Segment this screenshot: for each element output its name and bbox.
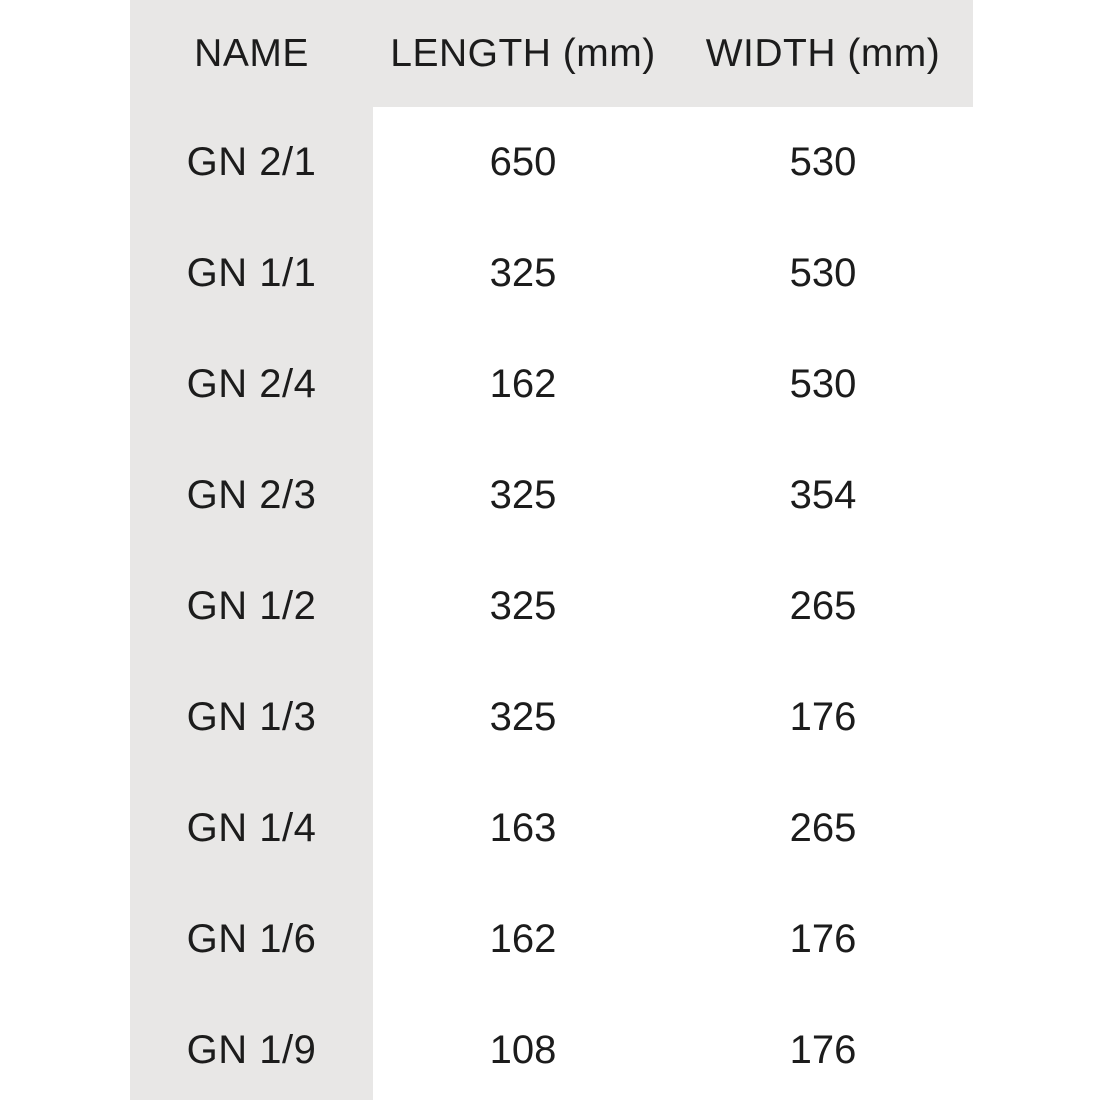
table-header — [130, 0, 973, 107]
table-row — [130, 440, 973, 551]
cell-width: 530 — [789, 362, 857, 406]
table-row — [130, 551, 973, 662]
cell-width: 530 — [789, 251, 857, 295]
table-row — [130, 773, 973, 884]
cell-length: 163 — [489, 806, 557, 850]
cell-length: 162 — [489, 362, 557, 406]
cell-name: GN 2/4 — [186, 362, 317, 406]
table-row — [130, 329, 973, 440]
cell-length: 325 — [489, 695, 557, 739]
cell-length: 325 — [489, 584, 557, 628]
cell-width: 265 — [789, 806, 857, 850]
cell-width: 354 — [789, 473, 857, 517]
cell-length: 162 — [489, 917, 557, 961]
column-header-length: LENGTH (mm) — [390, 31, 656, 75]
cell-length: 325 — [489, 251, 557, 295]
table-row — [130, 662, 973, 773]
cell-name: GN 2/1 — [186, 140, 317, 184]
cell-name: GN 1/4 — [186, 806, 317, 850]
cell-name: GN 1/1 — [186, 251, 317, 295]
gastronorm-size-table — [130, 0, 973, 1106]
cell-name: GN 1/6 — [186, 917, 317, 961]
cell-length: 650 — [489, 140, 557, 184]
cell-width: 530 — [789, 140, 857, 184]
cell-name: GN 1/3 — [186, 695, 317, 739]
table-row — [130, 107, 973, 218]
cell-width: 176 — [789, 1028, 857, 1072]
cell-name: GN 1/9 — [186, 1028, 317, 1072]
table-body — [130, 107, 973, 1106]
table-header-row — [130, 0, 973, 107]
cell-width: 176 — [789, 917, 857, 961]
column-header-width: WIDTH (mm) — [705, 31, 941, 75]
cell-name: GN 2/3 — [186, 473, 317, 517]
cell-length: 108 — [489, 1028, 557, 1072]
cell-length: 325 — [489, 473, 557, 517]
cell-width: 176 — [789, 695, 857, 739]
column-header-name: NAME — [194, 31, 309, 75]
table-row — [130, 884, 973, 995]
table-row — [130, 995, 973, 1106]
table-row — [130, 218, 973, 329]
cell-width: 265 — [789, 584, 857, 628]
cell-name: GN 1/2 — [186, 584, 317, 628]
